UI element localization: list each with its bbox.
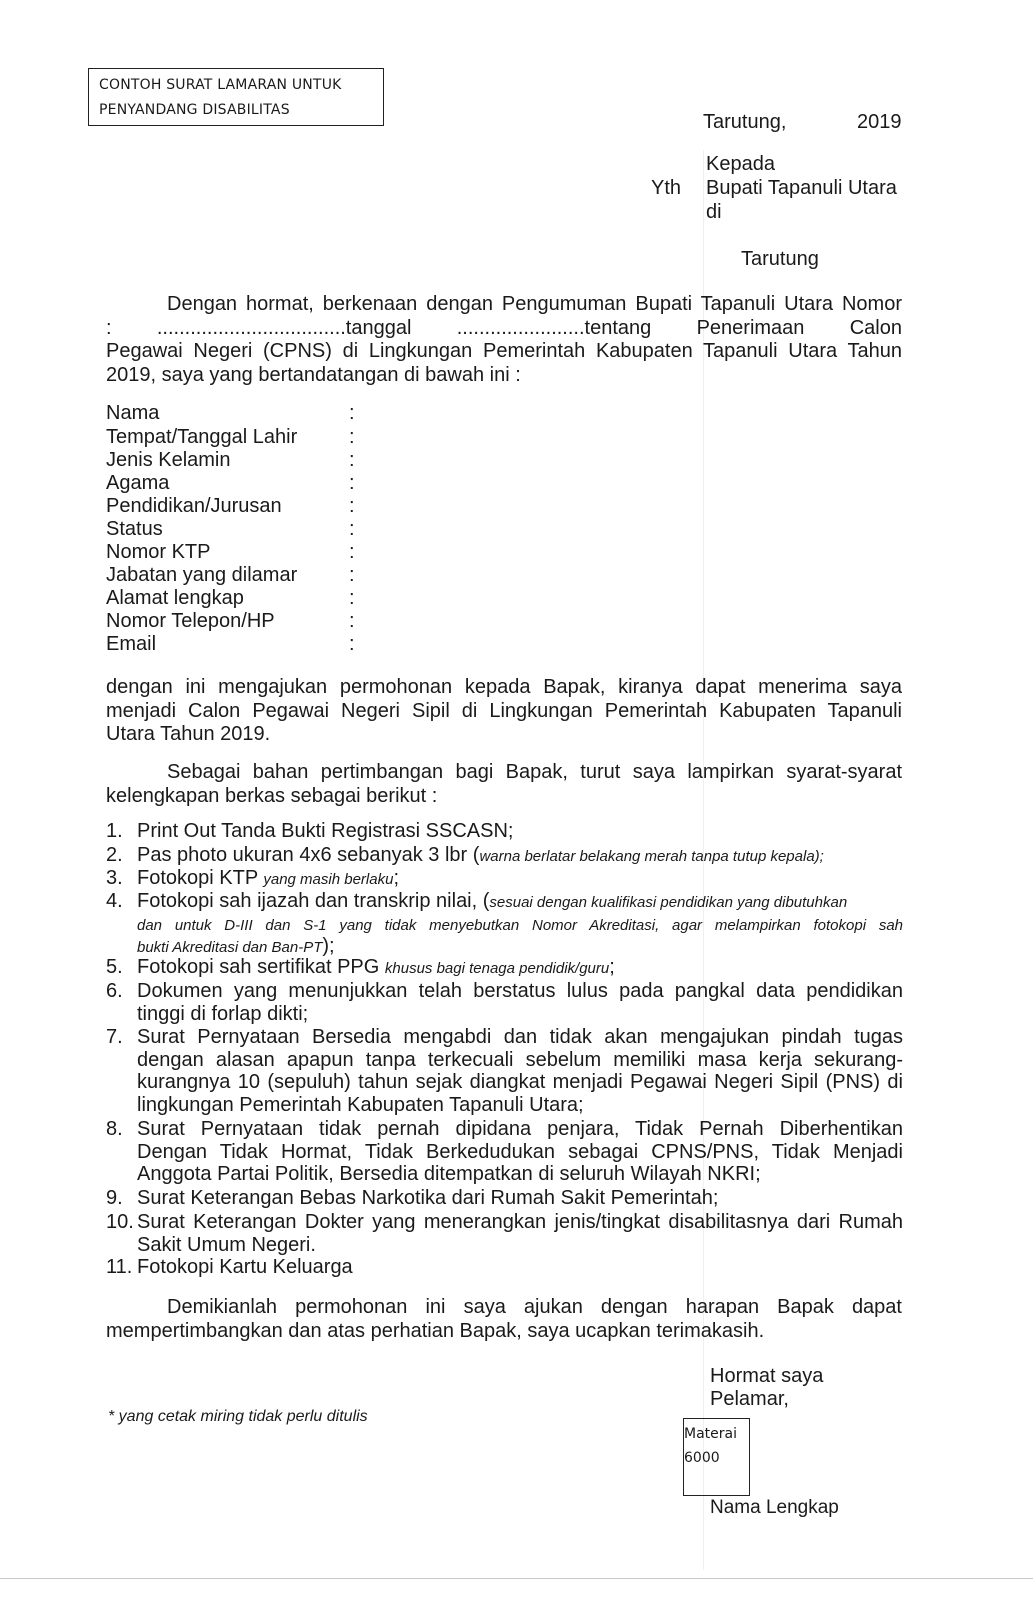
intro-tanggal-blank: .......................tentang — [456, 316, 652, 339]
list-item-note: warna berlatar belakang merah tanpa tutup kepala); — [479, 848, 824, 865]
field-colon: : — [349, 472, 355, 494]
request-line-3: Utara Tahun 2019. — [106, 723, 271, 745]
closing-line-2: mempertimbangkan dan atas perhatian Bapak, saya ucapkan terimakasih. — [106, 1319, 765, 1342]
list-number: 6. — [106, 980, 123, 1002]
list-item-line: Sakit Umum Negeri. — [137, 1233, 316, 1256]
intro-line-4: 2019, saya yang bertandatangan di bawah ini : — [106, 363, 521, 386]
field-label: Nomor KTP — [106, 541, 211, 563]
list-item-note: sesuai dengan kualifikasi pendidikan yang dibutuhkan — [489, 894, 848, 911]
field-label: Email — [106, 633, 157, 655]
intro-colon: : — [106, 316, 112, 339]
request-line-1: dengan ini mengajukan permohonan kepada Bapak, kiranya dapat menerima saya — [106, 676, 902, 698]
list-item-line: Dengan Tidak Hormat, Tidak Berkedudukan sebagai CPNS/PNS, Tidak Menjadi — [137, 1140, 903, 1163]
list-item — [137, 890, 903, 958]
closing-line-1: Demikianlah permohonan ini saya ajukan dengan harapan Bapak dapat — [167, 1296, 902, 1318]
list-number: 9. — [106, 1187, 123, 1209]
field-label: Agama — [106, 472, 170, 494]
materai-stamp-box — [683, 1418, 750, 1496]
intro-line-1: Dengan hormat, berkenaan dengan Pengumuman Bupati Tapanuli Utara Nomor — [167, 293, 902, 315]
list-number: 1. — [106, 820, 123, 842]
recipient-kepada: Kepada — [706, 153, 775, 175]
request-paragraph — [106, 676, 902, 747]
field-label: Status — [106, 518, 163, 540]
list-item — [137, 1118, 903, 1186]
list-item: Fotokopi Kartu Keluarga — [137, 1256, 353, 1278]
recipient-city: Tarutung — [741, 248, 819, 270]
stamp-value: 6000 — [684, 1450, 720, 1466]
title-line-2: PENYANDANG DISABILITAS — [99, 102, 290, 118]
intro-paragraph — [106, 293, 902, 387]
list-item-line: Dokumen yang menunjukkan telah berstatus lulus pada pangkal data pendidikan — [137, 980, 903, 1002]
list-item-note: bukti Akreditasi dan Ban-PT — [137, 938, 323, 956]
attachments-intro — [106, 761, 902, 808]
list-item-line: lingkungan Pemerintah Kabupaten Tapanuli Utara; — [137, 1093, 584, 1116]
list-item-note: khusus bagi tenaga pendidik/guru — [384, 960, 610, 977]
list-number: 7. — [106, 1026, 123, 1048]
list-item — [137, 1026, 903, 1116]
field-colon: : — [349, 402, 355, 424]
list-item-text: Pas photo ukuran 4x6 sebanyak 3 lbr ( — [137, 844, 480, 866]
scan-border-line — [0, 1578, 1033, 1579]
recipient-yth: Yth — [651, 177, 682, 199]
field-colon: : — [349, 518, 355, 540]
list-item-tail: ; — [393, 867, 399, 889]
list-number: 3. — [106, 867, 123, 889]
intro-line-3: Pegawai Negeri (CPNS) di Lingkungan Pemerintah Kabupaten Tapanuli Utara Tahun — [106, 340, 902, 362]
field-colon: : — [349, 449, 355, 471]
list-item: Print Out Tanda Bukti Registrasi SSCASN; — [137, 820, 514, 842]
letter-title-box — [88, 68, 384, 126]
list-item-text: Fotokopi KTP — [137, 867, 264, 889]
intro-word-penerimaan: Penerimaan — [696, 316, 805, 339]
intro-line-2 — [106, 317, 902, 341]
signature-applicant: Pelamar, — [710, 1388, 789, 1410]
list-item-line: Surat Pernyataan Bersedia mengabdi dan tidak akan mengajukan pindah tugas — [137, 1026, 903, 1048]
list-item-tail: ; — [609, 956, 615, 978]
stamp-label: Materai — [684, 1426, 737, 1442]
field-label: Alamat lengkap — [106, 587, 244, 609]
list-item — [137, 956, 903, 981]
intro-word-calon: Calon — [849, 316, 902, 339]
list-number: 8. — [106, 1118, 123, 1140]
list-number: 2. — [106, 844, 123, 866]
list-item-text: Fotokopi sah sertifikat PPG — [137, 956, 385, 978]
attachments-intro-line-1: Sebagai bahan pertimbangan bagi Bapak, turut saya lampirkan syarat-syarat — [167, 761, 902, 783]
field-label: Nomor Telepon/HP — [106, 610, 275, 632]
intro-nomor-blank: ..................................tanggal — [156, 316, 412, 339]
attachments-intro-line-2: kelengkapan berkas sebagai berikut : — [106, 784, 438, 807]
signature-regards: Hormat saya — [710, 1365, 824, 1387]
list-item — [137, 867, 903, 892]
list-number: 5. — [106, 956, 123, 978]
field-colon: : — [349, 633, 355, 655]
field-label: Jenis Kelamin — [106, 449, 231, 471]
list-item: Surat Keterangan Bebas Narkotika dari Rumah Sakit Pemerintah; — [137, 1187, 719, 1209]
recipient-name: Bupati Tapanuli Utara — [706, 177, 897, 199]
closing-paragraph — [106, 1296, 902, 1343]
list-item-note: dan untuk D-III dan S-1 yang tidak menyebutkan Nomor Akreditasi, agar melampirkan fotokopi sah — [137, 916, 903, 934]
place-date-year: 2019 — [857, 111, 902, 133]
list-number: 10. — [106, 1211, 134, 1233]
list-item-line — [137, 936, 903, 958]
field-colon: : — [349, 541, 355, 563]
request-line-2: menjadi Calon Pegawai Negeri Sipil di Lingkungan Pemerintah Kabupaten Tapanuli — [106, 699, 902, 722]
list-number: 4. — [106, 890, 123, 912]
list-item-line: tinggi di forlap dikti; — [137, 1002, 309, 1025]
list-item-line — [137, 890, 903, 915]
recipient-di: di — [706, 201, 722, 223]
place-date-city: Tarutung, — [703, 111, 787, 133]
field-colon: : — [349, 587, 355, 609]
title-line-1: CONTOH SURAT LAMARAN UNTUK — [99, 77, 342, 93]
list-item-tail: ); — [322, 934, 335, 957]
list-number: 11. — [106, 1256, 133, 1278]
list-item-line: kurangnya 10 (sepuluh) tahun sejak diangkat menjadi Pegawai Negeri Sipil (PNS) di — [137, 1071, 903, 1093]
list-item-line: Surat Pernyataan tidak pernah dipidana penjara, Tidak Pernah Diberhentikan — [137, 1118, 903, 1140]
field-label: Nama — [106, 402, 160, 424]
field-colon: : — [349, 495, 355, 517]
list-item — [137, 844, 903, 869]
list-item — [137, 1211, 903, 1256]
field-colon: : — [349, 564, 355, 586]
list-item-text: Fotokopi sah ijazah dan transkrip nilai, ( — [137, 890, 490, 912]
field-colon: : — [349, 426, 355, 448]
list-item-line: dengan alasan apapun tanpa terkecuali sebelum memiliki masa kerja sekurang- — [137, 1048, 903, 1071]
field-label: Tempat/Tanggal Lahir — [106, 426, 298, 448]
signature-name: Nama Lengkap — [710, 1497, 839, 1518]
field-label: Jabatan yang dilamar — [106, 564, 298, 586]
list-item-line: Anggota Partai Politik, Bersedia ditempatkan di seluruh Wilayah NKRI; — [137, 1163, 761, 1185]
field-colon: : — [349, 610, 355, 632]
list-item — [137, 980, 903, 1025]
list-item-note: yang masih berlaku — [263, 871, 394, 888]
list-item-line: Surat Keterangan Dokter yang menerangkan jenis/tingkat disabilitasnya dari Rumah — [137, 1211, 903, 1233]
field-label: Pendidikan/Jurusan — [106, 495, 282, 517]
footnote: * yang cetak miring tidak perlu ditulis — [108, 1408, 368, 1425]
